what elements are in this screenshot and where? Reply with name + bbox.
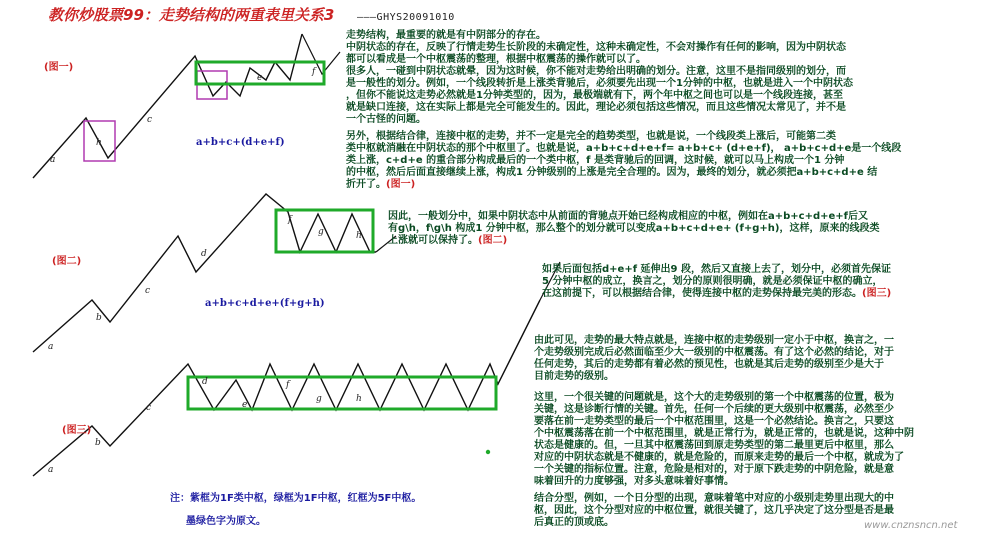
explanation-paragraph-3 <box>388 211 974 247</box>
figure-2 <box>33 194 396 352</box>
fig3-label: (图三) <box>62 425 92 436</box>
fig3-marker-dot <box>486 450 490 454</box>
explanation-paragraph-4 <box>542 264 974 300</box>
explanation-paragraph-7: 结合分型，例如，一个日分型的出现，意味着笔中对应的小级别走势里出现大的中 枢，因此，这个分型对应的中枢位置，就很关键了，这几乎决定了这分型是否是最 后真正的顶或底。 <box>534 493 894 528</box>
fig2-seg-g: g <box>318 227 324 237</box>
fig2-seg-a: a <box>48 342 54 352</box>
paragraph-4-fig-ref: (图三) <box>862 288 892 299</box>
fig2-seg-d: d <box>201 249 207 259</box>
fig1-seg-a: a <box>50 155 56 165</box>
fig1-seg-h: h <box>96 138 102 148</box>
fig1-seg-c: c <box>147 115 153 125</box>
fig3-seg-a: a <box>48 465 54 475</box>
explanation-paragraph-1: 走势结构，最重要的就是有中阴部分的存在。 中阴状态的存在，反映了行情走势生长阶段的未确定性，这种未确定性，不会对操作有任何的影响，因为中阴状态 都可以看成是一个中枢震荡的整理，根据中枢震荡的操作就可以了。 很多人，一碰到中阴状态就晕，因为这时候，你不能对走势给出明确的划分。注意，这里不是指同级别的划分，而 是一般性的划分。例如，一个线段转折是上涨类背驰后，必须要先出现一个1分钟的中枢，也就是进入一个中阴状态 ，但你不能说这走势必然就是1分钟类型的，因为，最极端就有下，两个年中枢之间也可以是一个线段连接，甚至 就是缺口连接，这在实际上都是完全可能发生的。因此，理论必须包括这些情况，而且这些情况太常见了，并不是 一个古怪的问题。 <box>346 30 853 125</box>
explanation-paragraph-5: 由此可见，走势的最大特点就是，连接中枢的走势级别一定小于中枢，换言之，一 个走势级别完成后必然面临至少大一级别的中枢震荡。有了这个必然的结论，对于 任何走势，其后的走势都有着必然的预见性，也就是其后走势的级别至少是大于 目前走势的级别。 <box>534 335 894 382</box>
ink-color-note: 墨绿色字为原文。 <box>186 516 266 527</box>
page-title: 教你炒股票99：走势结构的两重表里关系3 <box>48 6 335 24</box>
figure-3 <box>33 300 540 476</box>
explanation-paragraph-6: 这里，一个很关键的问题就是，这个大的走势级别的第一个中枢震荡的位置，极为 关键，这是诊断行情的关键。首先，任何一个后续的更大级别中枢震荡，必然至少 要落在前一走势类型的最后一个中枢范围里，这是一个必然结论。换言之，只要这 个中枢震荡落在前一个中枢范围里，就是正常行为，就是正常的，也就是说，这种中阴 状态是健康的。但，一旦其中枢震荡回到原走势类型的第二最里更后中枢里，那么 对应的中阴状态就是不健康的，就是危险的，而原来走势的最后一个中枢，就成为了 一个关键的指标位置。注意，危险是相对的，对于原下跌走势的中阴危险，就是意 味着回升的力度够强，对多头意味着好事情。 <box>534 392 914 487</box>
fig1-formula: a+b+c+(d+e+f) <box>196 137 285 148</box>
site-watermark: www.cnznsncn.net <box>864 520 958 531</box>
paragraph-3-fig-ref: (图二) <box>478 235 508 246</box>
paragraph-4-text: 如果后面包括d+e+f 延伸出9 段，然后又直接上去了，划分中，必须首先保证 5 分钟中枢的成立，换言之，划分的原则很明确，就是必须保证中枢的确立， 在这前提下，可以根据结合律，使得连接中枢的走势保持最完美的形态。 <box>542 264 891 299</box>
box-legend-note: 注：紫框为1F类中枢，绿框为1F中枢，红框为5F中枢。 <box>170 493 422 504</box>
figure-1 <box>33 34 340 178</box>
author-stamp: ———GHYS20091010 <box>357 12 455 23</box>
fig3-seg-h: h <box>356 394 362 404</box>
fig3-seg-g: g <box>316 394 322 404</box>
fig1-seg-f: f <box>312 67 316 77</box>
fig2-seg-f: f <box>288 215 292 225</box>
explanation-paragraph-2 <box>346 131 974 191</box>
fig3-seg-b: b <box>95 438 101 448</box>
fig2-label: (图二) <box>52 256 82 267</box>
fig1-label: (图一) <box>44 62 74 73</box>
fig3-seg-f: f <box>286 380 290 390</box>
paragraph-3-text: 因此，一般划分中，如果中阴状态中从前面的背驰点开始已经构成相应的中枢，例如在a+b+c+d+e+f后又 有g\h，f\g\h 构成1 分钟中枢，那么整个的划分就可以变成a+b+c+d+e+ (f+g+h)，这样，原来的线段类 上涨就可以保持了。 <box>388 211 880 246</box>
fig2-formula: a+b+c+d+e+(f+g+h) <box>205 298 325 309</box>
fig3-seg-c: c <box>146 403 152 413</box>
fig2-seg-b: b <box>96 313 102 323</box>
fig2-seg-h: h <box>356 231 362 241</box>
fig1-trend-line <box>33 34 302 178</box>
fig3-seg-e: e <box>242 400 248 410</box>
fig2-trend-line <box>33 194 376 352</box>
fig1-seg-e: e <box>257 73 263 83</box>
paragraph-2-text: 另外，根据结合律，连接中枢的走势，并不一定是完全的趋势类型，也就是说，一个线段类上涨后，可能第二类 类中枢就消融在中阴状态的那个中枢里了。也就是说，a+b+c+d+e+f= a+b+c+ (d+e+f)， a+b+c+d+e是一个线段 类上涨，c+d+e 的重合部分构成最后的一个类中枢，f 是类背驰后的回调，这时候，就可以马上构成一个1 分钟 的中枢，然后后面直接继续上涨，构成1 分钟级别的上涨是完全合理的。因为，最终的划分，就必须把a+b+c+d+e 结 折开了。 <box>346 131 902 190</box>
fig1-pullback-line <box>302 34 340 74</box>
fig2-seg-c: c <box>145 286 151 296</box>
paragraph-2-fig-ref: (图一) <box>386 179 416 190</box>
fig3-seg-d: d <box>202 377 208 387</box>
